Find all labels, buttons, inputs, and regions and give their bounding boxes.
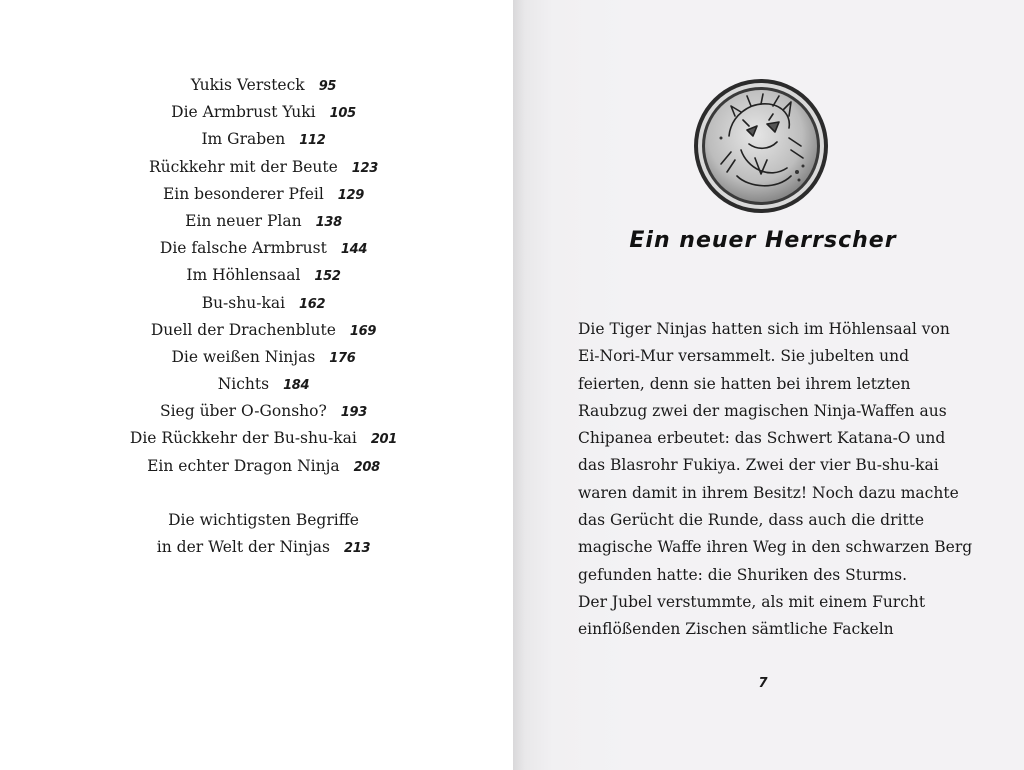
toc-entry-page: 112 xyxy=(299,133,326,149)
toc-entry xyxy=(0,317,527,344)
chapter-title: Ein neuer Herrscher xyxy=(629,228,897,253)
toc-entry-page: 105 xyxy=(329,106,356,122)
toc-entry xyxy=(0,72,527,99)
tiger-emblem-icon xyxy=(691,76,831,216)
toc-entry-title: Bu-shu-kai xyxy=(201,293,286,312)
toc-entry xyxy=(0,235,527,262)
table-of-contents xyxy=(0,72,527,561)
toc-entry-title: Ein besonderer Pfeil xyxy=(162,184,324,203)
toc-appendix-line2 xyxy=(0,534,527,561)
toc-entry-title: Duell der Drachenblute xyxy=(150,320,336,339)
toc-entry-page: 176 xyxy=(329,350,356,366)
toc-entry xyxy=(0,453,527,480)
toc-entry-title: Ein echter Dragon Ninja xyxy=(147,456,340,475)
body-line: magische Waffe ihren Weg in den schwarzen Berg xyxy=(578,538,973,557)
toc-entry xyxy=(0,371,527,398)
body-line: Chipanea erbeutet: das Schwert Katana-O und xyxy=(578,429,946,448)
body-line: das Gerücht die Runde, dass auch die dritte xyxy=(578,511,925,530)
toc-entry xyxy=(0,425,527,452)
toc-entry-title: Rückkehr mit der Beute xyxy=(148,157,338,176)
body-line: Raubzug zwei der magischen Ninja-Waffen aus xyxy=(578,401,947,420)
toc-entry xyxy=(0,344,527,371)
toc-entry-title: Die weißen Ninjas xyxy=(171,347,316,366)
body-line: Die Tiger Ninjas hatten sich im Höhlensaal von xyxy=(578,320,950,338)
toc-entry-page: 162 xyxy=(299,296,326,312)
toc-entry xyxy=(0,126,527,153)
toc-entry xyxy=(0,154,527,181)
toc-entry-page: 138 xyxy=(315,214,342,230)
toc-appendix-title-line1: Die wichtigsten Begriffe xyxy=(168,510,359,529)
toc-entry xyxy=(0,181,527,208)
toc-entry-page: 208 xyxy=(353,459,380,475)
page-number: 7 xyxy=(758,676,768,691)
toc-entry-title: Yukis Versteck xyxy=(190,76,305,94)
toc-entry-title: Sieg über O-Gonsho? xyxy=(159,402,327,421)
body-line: Ei-Nori-Mur versammelt. Sie jubelten und xyxy=(578,347,910,366)
toc-entry xyxy=(0,262,527,289)
toc-entry-page: 95 xyxy=(318,79,337,94)
toc-entry-page: 193 xyxy=(340,405,368,421)
toc-entry-page: 169 xyxy=(349,323,377,339)
toc-entry-title: Nichts xyxy=(217,375,270,394)
body-line: das Blasrohr Fukiya. Zwei der vier Bu-shu-kai xyxy=(578,456,939,475)
toc-appendix-line1 xyxy=(0,507,527,534)
toc-entry-page: 201 xyxy=(370,432,398,448)
toc-entry-title: Die Armbrust Yuki xyxy=(171,103,316,122)
body-line: feierten, denn sie hatten bei ihrem letzten xyxy=(578,374,911,393)
toc-entry-page: 184 xyxy=(283,378,310,394)
toc-entry-page: 144 xyxy=(340,242,368,258)
toc-entry xyxy=(0,398,527,425)
body-line: gefunden hatte: die Shuriken des Sturms. xyxy=(578,565,908,584)
toc-appendix-title-line2: in der Welt der Ninjas xyxy=(156,538,330,556)
body-line: Der Jubel verstummte, als mit einem Furcht xyxy=(578,592,926,611)
toc-entry-page: 129 xyxy=(337,187,365,203)
toc-entry-page: 152 xyxy=(314,269,341,285)
toc-entry xyxy=(0,99,527,126)
right-page xyxy=(513,0,1024,770)
toc-entry-title: Die falsche Armbrust xyxy=(159,239,327,258)
body-line: waren damit in ihrem Besitz! Noch dazu machte xyxy=(578,483,959,502)
body-line: einflößenden Zischen sämtliche Fackeln xyxy=(578,620,894,639)
chapter-body xyxy=(578,316,978,644)
toc-entry-title: Im Graben xyxy=(201,130,286,149)
toc-entry-title: Die Rückkehr der Bu-shu-kai xyxy=(129,429,357,448)
toc-appendix-page: 213 xyxy=(343,541,371,556)
toc-entry-title: Im Höhlensaal xyxy=(186,266,301,285)
toc-entry xyxy=(0,290,527,317)
toc-entry-title: Ein neuer Plan xyxy=(185,211,302,230)
toc-entry-page: 123 xyxy=(351,160,379,176)
toc-entry xyxy=(0,208,527,235)
